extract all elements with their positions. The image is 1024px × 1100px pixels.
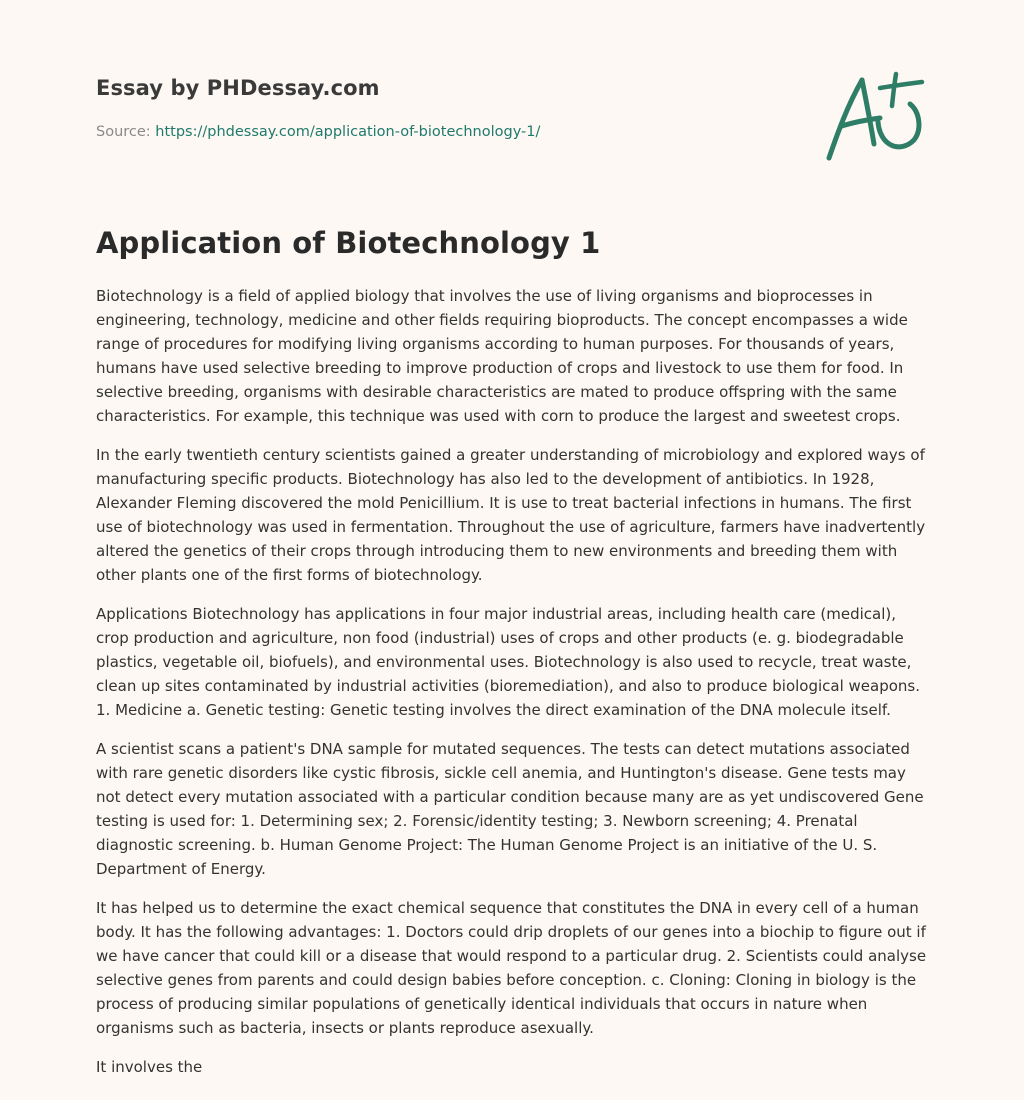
source-link[interactable]: https://phdessay.com/application-of-biotechnology-1/ (155, 124, 541, 140)
source-line (96, 124, 540, 140)
essay-paragraph: It involves the (96, 1058, 203, 1076)
essay-paragraph: Biotechnology is a field of applied biology that involves the use of living organisms and bioprocesses in engineering, technology, medicine and other fields requiring bioproducts. The concept encompasses a wide range of procedures for modifying living organisms according to human purposes. For thousands of years, humans have used selective breeding to improve production of crops and livestock to use them for food. In selective breeding, organisms with desirable characteristics are mated to produce offspring with the same characteristics. For example, this technique was used with corn to produce the largest and sweetest crops. (96, 287, 908, 425)
essay-paragraph: In the early twentieth century scientists gained a greater understanding of microbiology and explored ways of manufacturing specific products. Biotechnology has also led to the development of antibiotics. In 1928, Alexander Fleming discovered the mold Penicillium. It is use to treat bacterial infections in humans. The first use of biotechnology was used in fermentation. Throughout the use of agriculture, farmers have inadvertently altered the genetics of their crops through introducing them to new environments and breeding them with other plants one of the first forms of biotechnology. (96, 446, 926, 584)
essay-title: Application of Biotechnology 1 (96, 226, 601, 260)
essay-body (96, 284, 932, 1094)
essay-paragraph: Applications Biotechnology has applications in four major industrial areas, including health care (medical), crop production and agriculture, non food (industrial) uses of crops and other products (e. g. biodegradable plastics, vegetable oil, biofuels), and environmental uses. Biotechnology is also used to recycle, treat waste, clean up sites contaminated by industrial activities (bioremediation), and also to produce biological weapons. 1. Medicine a. Genetic testing: Genetic testing involves the direct examination of the DNA molecule itself. (96, 605, 921, 719)
a-plus-logo-icon (822, 68, 930, 164)
essay-paragraph: A scientist scans a patient's DNA sample for mutated sequences. The tests can detect mutations associated with rare genetic disorders like cystic fibrosis, sickle cell anemia, and Huntington's disease. Gene tests may not detect every mutation associated with a particular condition because many are as yet undiscovered Gene testing is used for: 1. Determining sex; 2. Forensic/identity testing; 3. Newborn screening; 4. Prenatal diagnostic screening. b. Human Genome Project: The Human Genome Project is an initiative of the U. S. Department of Energy. (96, 740, 924, 878)
source-label: Source: (96, 124, 151, 140)
essay-paragraph: It has helped us to determine the exact chemical sequence that constitutes the DNA in every cell of a human body. It has the following advantages: 1. Doctors could drip droplets of our genes into a biochip to figure out if we have cancer that could kill or a disease that would respond to a particular drug. 2. Scientists could analyse selective genes from parents and could design babies before conception. c. Cloning: Cloning in biology is the process of producing similar populations of genetically identical individuals that occurs in nature when organisms such as bacteria, insects or plants reproduce asexually. (96, 899, 927, 1037)
site-title: Essay by PHDessay.com (96, 76, 380, 100)
